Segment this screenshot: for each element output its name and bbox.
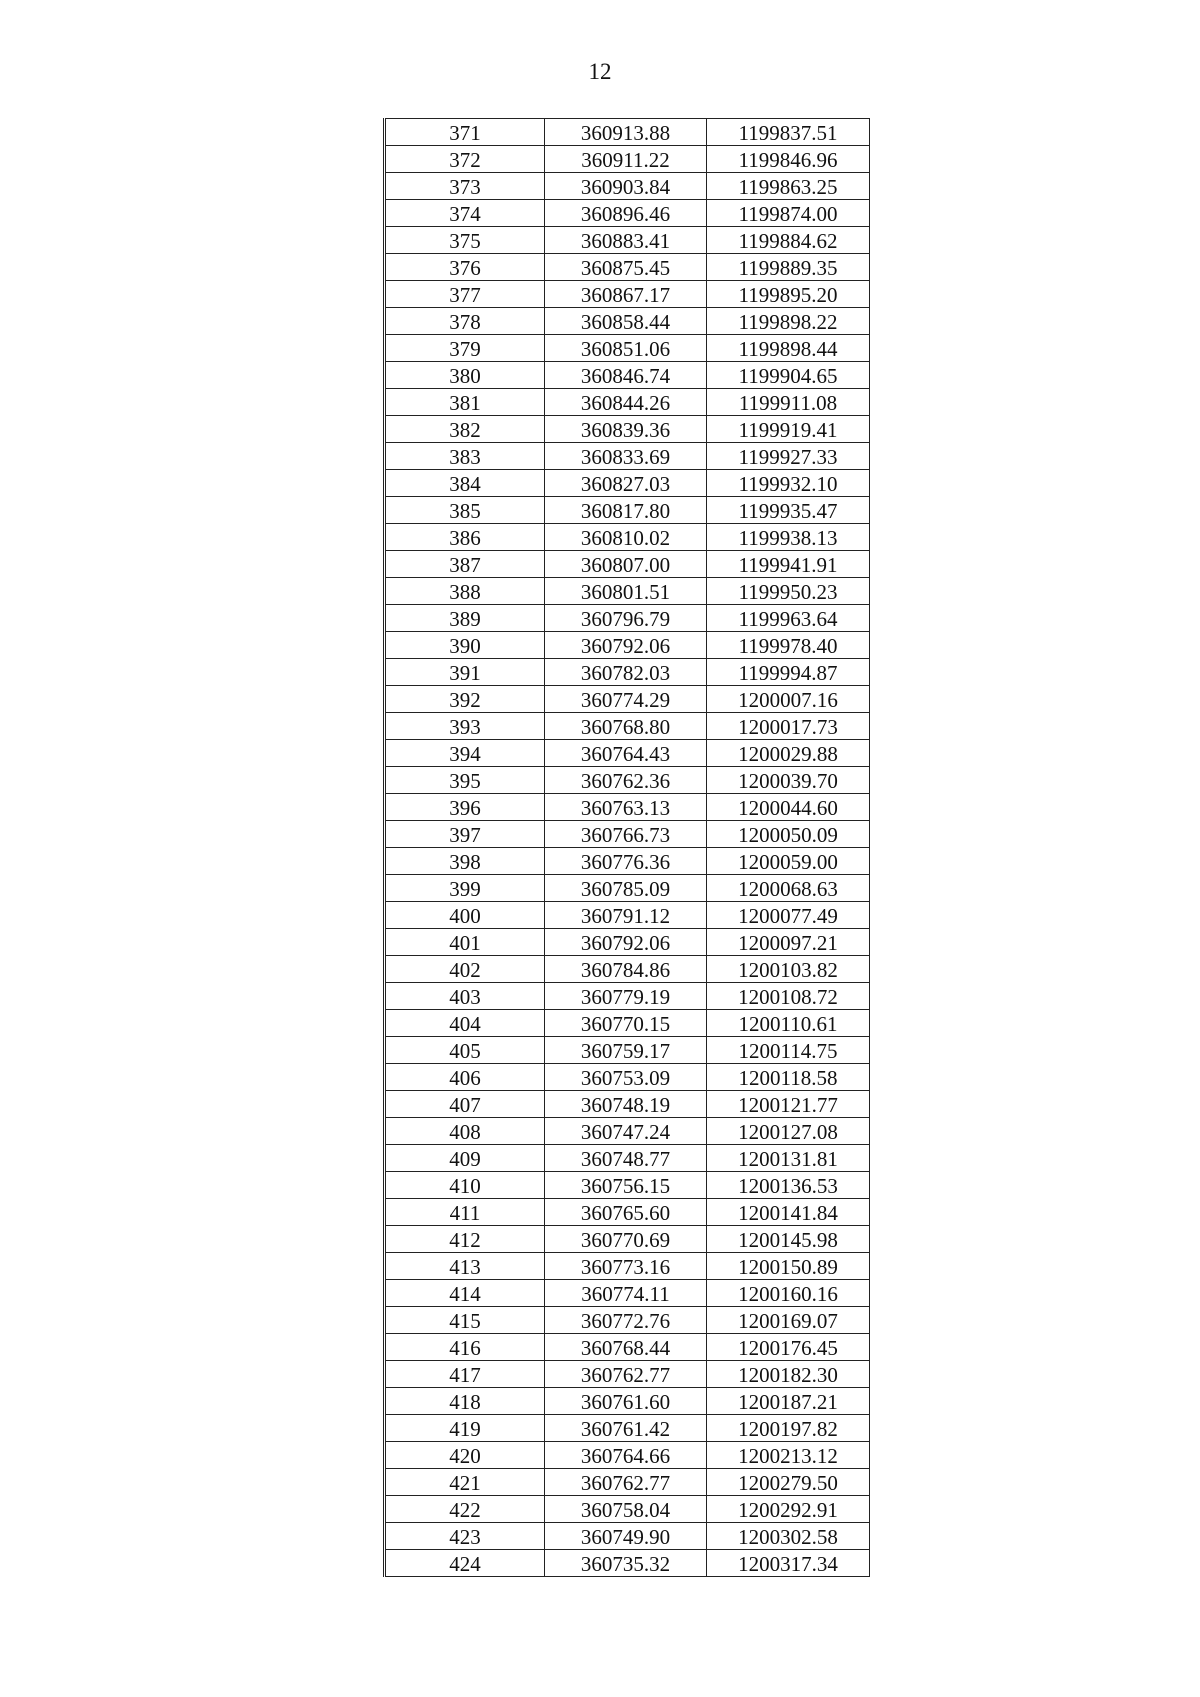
x-coordinate-cell: 360817.80 (545, 497, 707, 524)
x-coordinate-cell: 360773.16 (545, 1253, 707, 1280)
x-coordinate-cell: 360844.26 (545, 389, 707, 416)
point-number-cell: 412 (385, 1226, 545, 1253)
y-coordinate-cell: 1200131.81 (707, 1145, 870, 1172)
x-coordinate-cell: 360796.79 (545, 605, 707, 632)
x-coordinate-cell: 360911.22 (545, 146, 707, 173)
y-coordinate-cell: 1200121.77 (707, 1091, 870, 1118)
table-row (385, 767, 870, 794)
point-number-cell: 418 (385, 1388, 545, 1415)
x-coordinate-cell: 360763.13 (545, 794, 707, 821)
table-row (385, 821, 870, 848)
y-coordinate-cell: 1200302.58 (707, 1523, 870, 1550)
point-number-cell: 408 (385, 1118, 545, 1145)
x-coordinate-cell: 360756.15 (545, 1172, 707, 1199)
x-coordinate-cell: 360762.77 (545, 1361, 707, 1388)
table-row (385, 1064, 870, 1091)
point-number-cell: 416 (385, 1334, 545, 1361)
y-coordinate-cell: 1199904.65 (707, 362, 870, 389)
point-number-cell: 379 (385, 335, 545, 362)
y-coordinate-cell: 1200017.73 (707, 713, 870, 740)
table-row (385, 1442, 870, 1469)
point-number-cell: 392 (385, 686, 545, 713)
y-coordinate-cell: 1199941.91 (707, 551, 870, 578)
table-row (385, 416, 870, 443)
x-coordinate-cell: 360753.09 (545, 1064, 707, 1091)
table-row (385, 524, 870, 551)
y-coordinate-cell: 1199932.10 (707, 470, 870, 497)
y-coordinate-cell: 1200029.88 (707, 740, 870, 767)
point-number-cell: 401 (385, 929, 545, 956)
table-row (385, 875, 870, 902)
x-coordinate-cell: 360770.15 (545, 1010, 707, 1037)
point-number-cell: 419 (385, 1415, 545, 1442)
table-row (385, 173, 870, 200)
y-coordinate-cell: 1200068.63 (707, 875, 870, 902)
y-coordinate-cell: 1200114.75 (707, 1037, 870, 1064)
y-coordinate-cell: 1200077.49 (707, 902, 870, 929)
y-coordinate-cell: 1199884.62 (707, 227, 870, 254)
x-coordinate-cell: 360807.00 (545, 551, 707, 578)
coordinates-table (383, 118, 870, 1577)
x-coordinate-cell: 360766.73 (545, 821, 707, 848)
x-coordinate-cell: 360748.77 (545, 1145, 707, 1172)
y-coordinate-cell: 1200187.21 (707, 1388, 870, 1415)
y-coordinate-cell: 1200145.98 (707, 1226, 870, 1253)
x-coordinate-cell: 360792.06 (545, 929, 707, 956)
y-coordinate-cell: 1199898.44 (707, 335, 870, 362)
table-row (385, 1388, 870, 1415)
x-coordinate-cell: 360772.76 (545, 1307, 707, 1334)
x-coordinate-cell: 360759.17 (545, 1037, 707, 1064)
x-coordinate-cell: 360749.90 (545, 1523, 707, 1550)
point-number-cell: 394 (385, 740, 545, 767)
point-number-cell: 395 (385, 767, 545, 794)
x-coordinate-cell: 360785.09 (545, 875, 707, 902)
point-number-cell: 391 (385, 659, 545, 686)
y-coordinate-cell: 1199911.08 (707, 389, 870, 416)
y-coordinate-cell: 1200108.72 (707, 983, 870, 1010)
x-coordinate-cell: 360851.06 (545, 335, 707, 362)
point-number-cell: 400 (385, 902, 545, 929)
table-row (385, 1415, 870, 1442)
point-number-cell: 396 (385, 794, 545, 821)
x-coordinate-cell: 360883.41 (545, 227, 707, 254)
table-row (385, 659, 870, 686)
y-coordinate-cell: 1200197.82 (707, 1415, 870, 1442)
x-coordinate-cell: 360776.36 (545, 848, 707, 875)
table-row (385, 362, 870, 389)
x-coordinate-cell: 360827.03 (545, 470, 707, 497)
point-number-cell: 389 (385, 605, 545, 632)
point-number-cell: 410 (385, 1172, 545, 1199)
table-row (385, 1226, 870, 1253)
point-number-cell: 375 (385, 227, 545, 254)
x-coordinate-cell: 360784.86 (545, 956, 707, 983)
x-coordinate-cell: 360762.36 (545, 767, 707, 794)
x-coordinate-cell: 360747.24 (545, 1118, 707, 1145)
y-coordinate-cell: 1199895.20 (707, 281, 870, 308)
table-row (385, 848, 870, 875)
table-row (385, 983, 870, 1010)
point-number-cell: 388 (385, 578, 545, 605)
table-row (385, 1361, 870, 1388)
table-row (385, 902, 870, 929)
x-coordinate-cell: 360791.12 (545, 902, 707, 929)
table-row (385, 254, 870, 281)
y-coordinate-cell: 1199938.13 (707, 524, 870, 551)
y-coordinate-cell: 1199927.33 (707, 443, 870, 470)
y-coordinate-cell: 1200317.34 (707, 1550, 870, 1577)
y-coordinate-cell: 1199889.35 (707, 254, 870, 281)
table-row (385, 1145, 870, 1172)
y-coordinate-cell: 1200169.07 (707, 1307, 870, 1334)
y-coordinate-cell: 1199874.00 (707, 200, 870, 227)
table-row (385, 1334, 870, 1361)
y-coordinate-cell: 1199994.87 (707, 659, 870, 686)
point-number-cell: 397 (385, 821, 545, 848)
table-row (385, 1307, 870, 1334)
table-row (385, 1199, 870, 1226)
point-number-cell: 421 (385, 1469, 545, 1496)
table-row (385, 929, 870, 956)
table-row (385, 1550, 870, 1577)
point-number-cell: 409 (385, 1145, 545, 1172)
x-coordinate-cell: 360764.43 (545, 740, 707, 767)
y-coordinate-cell: 1200059.00 (707, 848, 870, 875)
y-coordinate-cell: 1200097.21 (707, 929, 870, 956)
table-row (385, 1469, 870, 1496)
y-coordinate-cell: 1200118.58 (707, 1064, 870, 1091)
y-coordinate-cell: 1200127.08 (707, 1118, 870, 1145)
point-number-cell: 424 (385, 1550, 545, 1577)
y-coordinate-cell: 1200044.60 (707, 794, 870, 821)
y-coordinate-cell: 1200176.45 (707, 1334, 870, 1361)
table-row (385, 1253, 870, 1280)
y-coordinate-cell: 1200150.89 (707, 1253, 870, 1280)
point-number-cell: 402 (385, 956, 545, 983)
x-coordinate-cell: 360774.29 (545, 686, 707, 713)
y-coordinate-cell: 1199919.41 (707, 416, 870, 443)
x-coordinate-cell: 360801.51 (545, 578, 707, 605)
page-number: 12 (588, 59, 612, 84)
x-coordinate-cell: 360770.69 (545, 1226, 707, 1253)
y-coordinate-cell: 1200039.70 (707, 767, 870, 794)
table-row (385, 497, 870, 524)
x-coordinate-cell: 360758.04 (545, 1496, 707, 1523)
point-number-cell: 374 (385, 200, 545, 227)
table-row (385, 713, 870, 740)
point-number-cell: 420 (385, 1442, 545, 1469)
coordinates-table-body (385, 119, 870, 1577)
table-row (385, 578, 870, 605)
x-coordinate-cell: 360748.19 (545, 1091, 707, 1118)
y-coordinate-cell: 1200141.84 (707, 1199, 870, 1226)
table-row (385, 281, 870, 308)
point-number-cell: 372 (385, 146, 545, 173)
point-number-cell: 405 (385, 1037, 545, 1064)
x-coordinate-cell: 360768.44 (545, 1334, 707, 1361)
y-coordinate-cell: 1200103.82 (707, 956, 870, 983)
table-row (385, 389, 870, 416)
y-coordinate-cell: 1200279.50 (707, 1469, 870, 1496)
x-coordinate-cell: 360779.19 (545, 983, 707, 1010)
table-row (385, 1037, 870, 1064)
point-number-cell: 378 (385, 308, 545, 335)
point-number-cell: 386 (385, 524, 545, 551)
table-row (385, 119, 870, 146)
table-row (385, 632, 870, 659)
point-number-cell: 381 (385, 389, 545, 416)
x-coordinate-cell: 360833.69 (545, 443, 707, 470)
point-number-cell: 377 (385, 281, 545, 308)
x-coordinate-cell: 360782.03 (545, 659, 707, 686)
table-row (385, 1523, 870, 1550)
x-coordinate-cell: 360896.46 (545, 200, 707, 227)
table-row (385, 470, 870, 497)
x-coordinate-cell: 360903.84 (545, 173, 707, 200)
point-number-cell: 390 (385, 632, 545, 659)
x-coordinate-cell: 360913.88 (545, 119, 707, 146)
y-coordinate-cell: 1199863.25 (707, 173, 870, 200)
x-coordinate-cell: 360761.42 (545, 1415, 707, 1442)
point-number-cell: 376 (385, 254, 545, 281)
table-row (385, 1496, 870, 1523)
table-row (385, 335, 870, 362)
y-coordinate-cell: 1199837.51 (707, 119, 870, 146)
table-row (385, 740, 870, 767)
table-row (385, 443, 870, 470)
table-row (385, 794, 870, 821)
y-coordinate-cell: 1200110.61 (707, 1010, 870, 1037)
point-number-cell: 403 (385, 983, 545, 1010)
point-number-cell: 423 (385, 1523, 545, 1550)
point-number-cell: 411 (385, 1199, 545, 1226)
y-coordinate-cell: 1200182.30 (707, 1361, 870, 1388)
point-number-cell: 382 (385, 416, 545, 443)
x-coordinate-cell: 360735.32 (545, 1550, 707, 1577)
point-number-cell: 414 (385, 1280, 545, 1307)
point-number-cell: 384 (385, 470, 545, 497)
y-coordinate-cell: 1200136.53 (707, 1172, 870, 1199)
x-coordinate-cell: 360875.45 (545, 254, 707, 281)
y-coordinate-cell: 1199963.64 (707, 605, 870, 632)
x-coordinate-cell: 360761.60 (545, 1388, 707, 1415)
point-number-cell: 393 (385, 713, 545, 740)
table-row (385, 1172, 870, 1199)
point-number-cell: 380 (385, 362, 545, 389)
point-number-cell: 398 (385, 848, 545, 875)
table-row (385, 1280, 870, 1307)
x-coordinate-cell: 360839.36 (545, 416, 707, 443)
point-number-cell: 373 (385, 173, 545, 200)
point-number-cell: 385 (385, 497, 545, 524)
y-coordinate-cell: 1199935.47 (707, 497, 870, 524)
point-number-cell: 399 (385, 875, 545, 902)
x-coordinate-cell: 360764.66 (545, 1442, 707, 1469)
y-coordinate-cell: 1200213.12 (707, 1442, 870, 1469)
table-row (385, 1118, 870, 1145)
y-coordinate-cell: 1199978.40 (707, 632, 870, 659)
table-row (385, 956, 870, 983)
point-number-cell: 371 (385, 119, 545, 146)
point-number-cell: 404 (385, 1010, 545, 1037)
table-row (385, 605, 870, 632)
point-number-cell: 415 (385, 1307, 545, 1334)
point-number-cell: 407 (385, 1091, 545, 1118)
y-coordinate-cell: 1200050.09 (707, 821, 870, 848)
y-coordinate-cell: 1200292.91 (707, 1496, 870, 1523)
y-coordinate-cell: 1200007.16 (707, 686, 870, 713)
x-coordinate-cell: 360846.74 (545, 362, 707, 389)
table-row (385, 1091, 870, 1118)
point-number-cell: 387 (385, 551, 545, 578)
x-coordinate-cell: 360768.80 (545, 713, 707, 740)
table-row (385, 551, 870, 578)
table-row (385, 308, 870, 335)
x-coordinate-cell: 360792.06 (545, 632, 707, 659)
y-coordinate-cell: 1200160.16 (707, 1280, 870, 1307)
table-row (385, 146, 870, 173)
x-coordinate-cell: 360774.11 (545, 1280, 707, 1307)
table-row (385, 227, 870, 254)
y-coordinate-cell: 1199950.23 (707, 578, 870, 605)
x-coordinate-cell: 360762.77 (545, 1469, 707, 1496)
x-coordinate-cell: 360810.02 (545, 524, 707, 551)
point-number-cell: 422 (385, 1496, 545, 1523)
y-coordinate-cell: 1199846.96 (707, 146, 870, 173)
point-number-cell: 413 (385, 1253, 545, 1280)
point-number-cell: 406 (385, 1064, 545, 1091)
table-row (385, 200, 870, 227)
x-coordinate-cell: 360765.60 (545, 1199, 707, 1226)
table-row (385, 686, 870, 713)
table-row (385, 1010, 870, 1037)
point-number-cell: 383 (385, 443, 545, 470)
x-coordinate-cell: 360867.17 (545, 281, 707, 308)
point-number-cell: 417 (385, 1361, 545, 1388)
x-coordinate-cell: 360858.44 (545, 308, 707, 335)
y-coordinate-cell: 1199898.22 (707, 308, 870, 335)
